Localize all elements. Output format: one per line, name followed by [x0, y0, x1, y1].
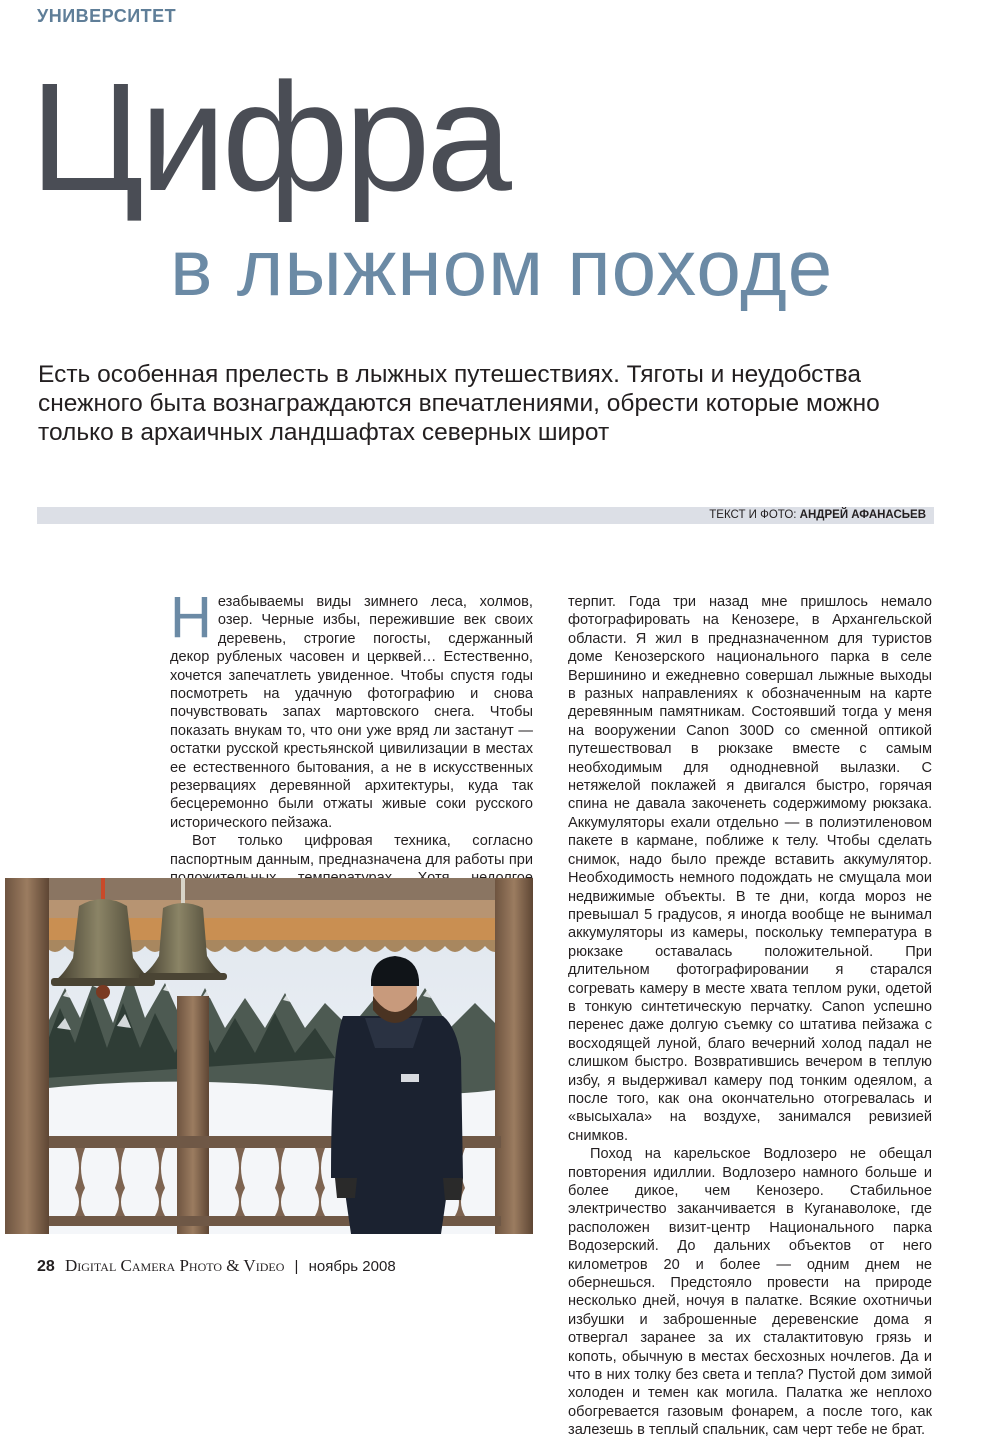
article-title: Цифра — [30, 51, 508, 223]
credit-label: ТЕКСТ И ФОТО: — [709, 509, 797, 521]
issue-date: ноябрь 2008 — [308, 1258, 396, 1275]
paragraph: Вот только цифровая техника, согласно паспортным данным, предназначена для работы при — [170, 833, 533, 868]
paragraph: терпит. Года три назад мне пришлось немало фотографировать на Кенозере, в Архангельской области. Я жил в предназначенном для туристов доме Кенозерского национального парка в селе Вершинино и ежедневно совершал лыжные выходы в разных направлениях к обозначенным на карте деревянным памятникам. Состоявший тогда у меня на вооружении Canon 300D со сменной оптикой путешествовал в рюкзаке вместе с самым необходимым для однодневной вылазки. С нетяжелой поклажей я двигался быстро, горячая спина не давала закоченеть содержимому рюкзака. Аккумуляторы ехали отдельно — в полиэтиленовом пакете в кармане, поближе к телу. Чтобы сделать снимок, надо было прежде вставить аккумулятор. Необходимость немного подождать не смущала мои недвижимые объекты. В те дни, когда мороз не превышал 5 градусов, я иногда вообще не вынимал аккумуляторы из камеры, поскольку температура в рюкзаке оставалась положительной. При длительном фотографировании я старался согревать камеру в месте хвата теплом руки, одетой в тонкую синтетическую перчатку. Canon успешно перенес даже долгую съемку со штатива пейзажа с восходящей луной, благо вечерний холод падал не слишком быстро. Возвратившись вечером в теплую избу, я выдерживал камеру под тонким одеялом, а после того, как она окончательно отогревалась и «высыхала» на воздухе, занимался ревизией снимков. — [568, 594, 932, 1144]
article-subtitle: в лыжном походе — [170, 223, 834, 312]
author-credit — [709, 509, 926, 521]
section-label: УНИВЕРСИТЕТ — [37, 6, 177, 26]
paragraph — [170, 585, 533, 832]
credit-bar — [37, 507, 934, 524]
magazine-name: Digital Camera Photo & Video — [64, 1256, 285, 1275]
article-photo — [5, 878, 533, 1234]
author-name: АНДРЕЙ АФАНАСЬЕВ — [799, 509, 926, 521]
paragraph: Поход на карельское Водлозеро не обещал повторения идиллии. Водлозеро намного больше и более дикое, чем Кенозеро. Стабильное электричество заканчивается в Куганаволоке, где расположен визит-центр Национального парка Водозерский. До дальних объектов от него километров 20 и более — одним днем не обернешься. Предстояло провести на природе несколько дней, ночуя в палатке. Всякие охотничьи избушки и заброшенные деревенские дома я отвергал заранее за их сталактитовую грязь и копоть, обычную в местах бесхозных ночлегов. Да и что в них толку без света и тепла? Пустой дом зимой холоден и темен как могила. Палатка же неплохо обогревается газовым фонарем, а после того, как залезешь в теплый спальник, сам черт тебе не брат. — [568, 1146, 932, 1439]
page-number: 28 — [37, 1258, 55, 1275]
drop-cap: Н — [170, 585, 212, 650]
paragraph-text: езабываемы виды зимнего леса, холмов, озер. Черные избы, пережившие век своих деревень, строгие погосты, сдержанный декор рубленых часовен и церквей… Естественно, хочется запечатлеть увиденное. Чтобы спустя годы посмотреть на удачную фотографию и снова почувствовать запах мартовского снега. Чтобы показать внукам то, что они уже вряд ли застанут — остатки русской крестьянской цивилизации в местах ее естественного бытования, а не в искусственных резервациях деревянной архитектуры, куда так бесцеремонно были отжаты живые соки русского исторического пейзажа. — [170, 594, 533, 831]
page-footer — [37, 1256, 396, 1276]
article-lead: Есть особенная прелесть в лыжных путешествиях. Тяготы и неудобства снежного быта вознаграждаются впечатлениями, обрести которые можно только в архаичных ландшафтах северных широт — [38, 361, 880, 446]
footer-separator: | — [294, 1258, 299, 1275]
text-column-1 — [170, 585, 533, 906]
belfry-photo-illustration — [5, 878, 533, 1234]
text-column-2 — [568, 593, 932, 1440]
